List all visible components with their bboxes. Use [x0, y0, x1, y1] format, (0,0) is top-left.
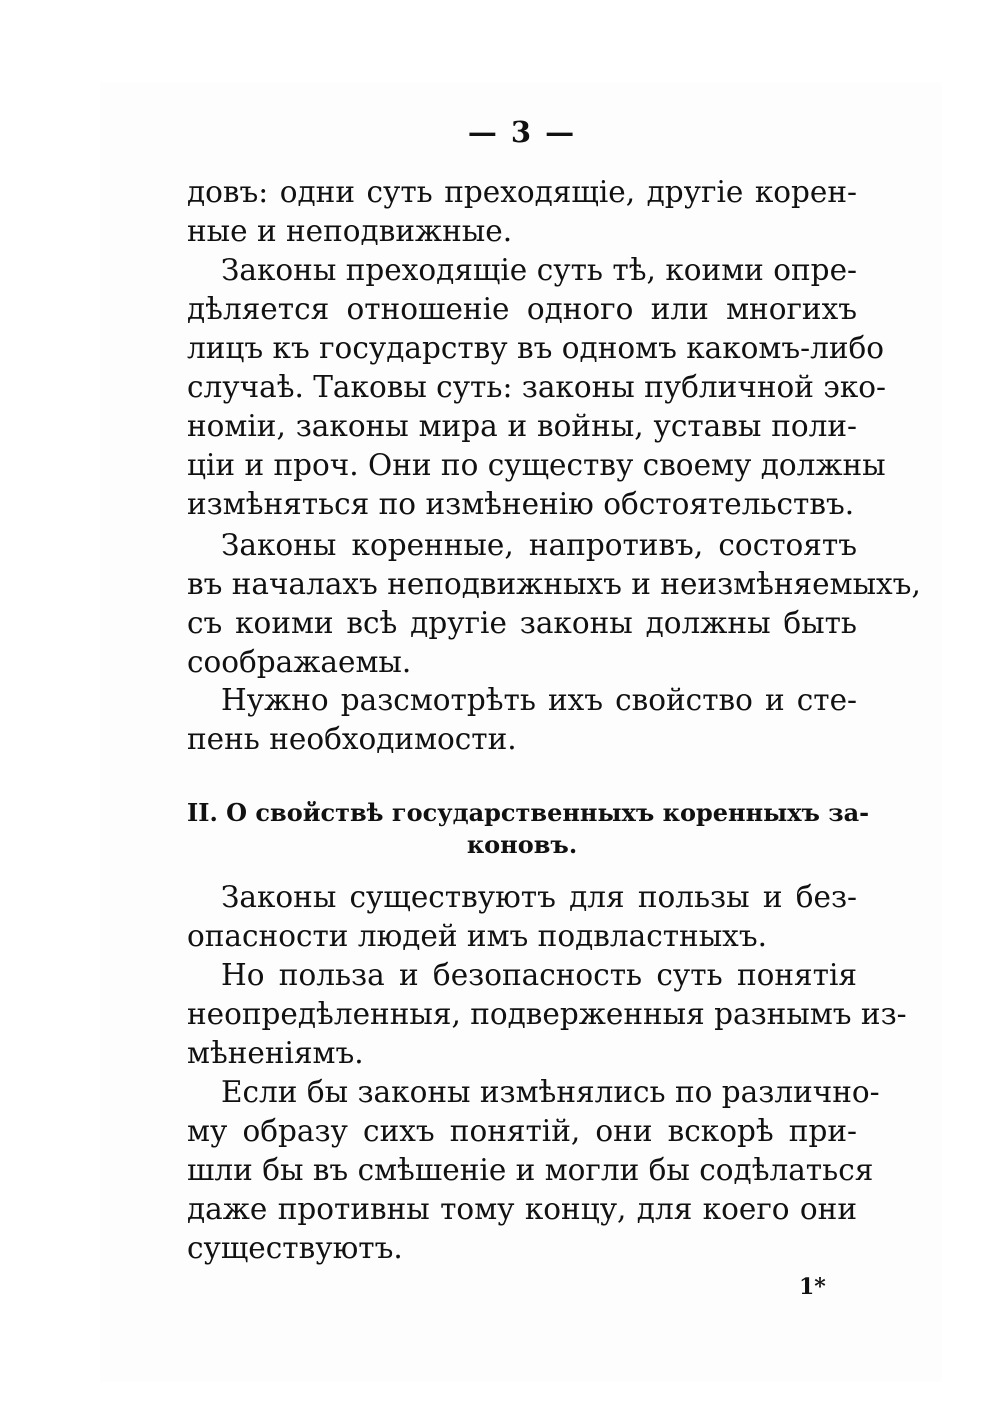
- text-line: Если бы законы измѣнялись по различно-: [221, 1075, 880, 1109]
- text-line: съ коими всѣ другіе законы должны быть: [187, 606, 857, 640]
- text-line: Законы коренные, напротивъ, состоятъ: [221, 528, 857, 562]
- text-line: ціи и проч. Они по существу своему должны: [187, 448, 886, 482]
- text-line: шли бы въ смѣшеніе и могли бы содѣлаться: [187, 1153, 874, 1187]
- text-line: Законы преходящіе суть тѣ, коими опре-: [221, 253, 857, 287]
- text-line: неопредѣленныя, подверженныя разнымъ из-: [187, 997, 907, 1031]
- text-line: опасности людей имъ подвластныхъ.: [187, 919, 767, 953]
- text-line: Законы существуютъ для пользы и без-: [221, 880, 857, 914]
- text-line: соображаемы.: [187, 645, 412, 679]
- text-line: случаѣ. Таковы суть: законы публичной эко-: [187, 370, 886, 404]
- text-line: Но польза и безопасность суть понятія: [221, 958, 857, 992]
- printer-signature-mark: 1*: [799, 1274, 826, 1300]
- text-line: Нужно разсмотрѣть ихъ свойство и сте-: [221, 683, 857, 717]
- page-number: — 3 —: [467, 115, 577, 149]
- text-line: дѣляется отношеніе одного или многихъ: [187, 292, 857, 326]
- text-line: лицъ къ государству въ одномъ какомъ-либо: [187, 331, 885, 365]
- text-line: му образу сихъ понятій, они вскорѣ при-: [187, 1114, 857, 1148]
- text-line: мѣненіямъ.: [187, 1036, 364, 1070]
- text-line: номіи, законы мира и войны, уставы поли-: [187, 409, 857, 443]
- text-line: ные и неподвижные.: [187, 214, 513, 248]
- text-line: существуютъ.: [187, 1231, 403, 1265]
- text-line: даже противны тому концу, для коего они: [187, 1192, 857, 1226]
- section-heading-line: коновъ.: [466, 830, 578, 859]
- section-heading-line: II. О свойствѣ государственныхъ коренныхъ за-: [187, 798, 870, 827]
- text-line: измѣняться по измѣненію обстоятельствъ.: [187, 487, 855, 521]
- text-line: пень необходимости.: [187, 722, 517, 756]
- text-line: въ началахъ неподвижныхъ и неизмѣняемыхъ,: [187, 567, 921, 601]
- text-line: довъ: одни суть преходящіе, другіе корен-: [187, 175, 857, 209]
